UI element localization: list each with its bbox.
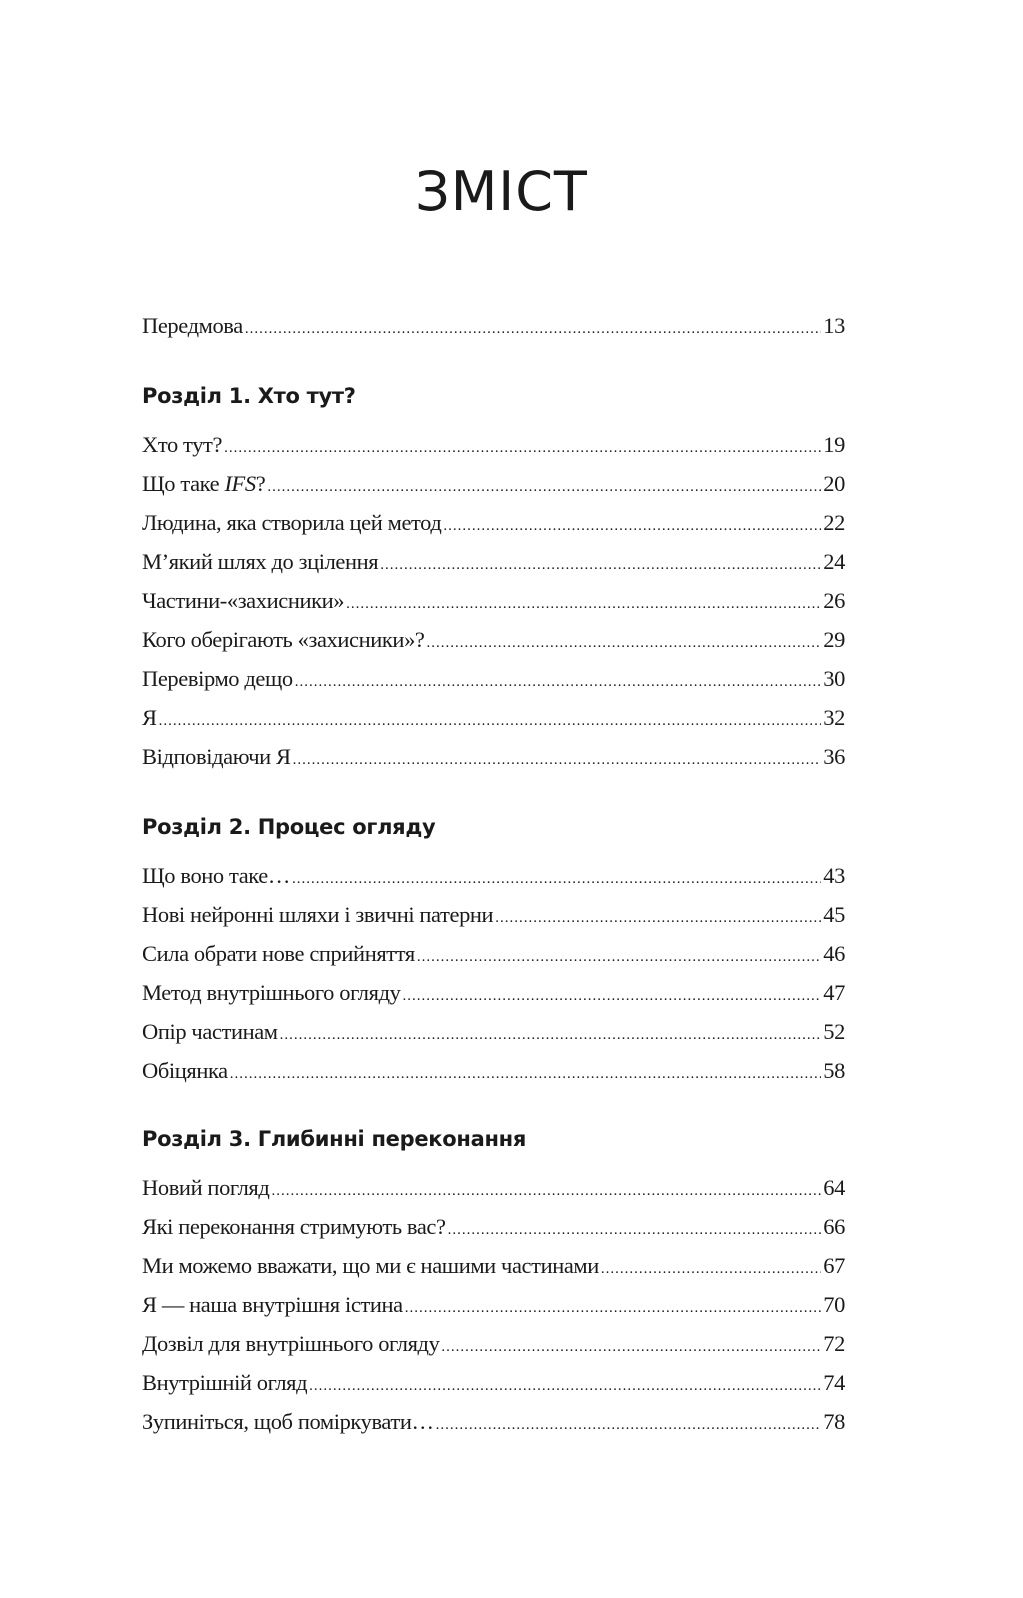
toc-entry[interactable] bbox=[142, 737, 845, 776]
entry-title bbox=[142, 1402, 434, 1441]
dot-leader bbox=[405, 1289, 822, 1328]
entry-title-suffix: ? bbox=[255, 471, 266, 496]
entry-page: 22 bbox=[823, 510, 845, 535]
entry-title-text: Внутрішній огляд bbox=[142, 1370, 308, 1395]
entry-page: 70 bbox=[823, 1292, 845, 1317]
toc-entry[interactable] bbox=[142, 973, 845, 1012]
dot-leader bbox=[436, 1406, 822, 1445]
dot-leader bbox=[346, 585, 821, 624]
toc-entry[interactable] bbox=[142, 1168, 845, 1207]
entry-page: 26 bbox=[823, 588, 845, 613]
entry-title-text: Дозвіл для внутрішнього огляду bbox=[142, 1331, 440, 1356]
entry-title-text: Нові нейронні шляхи і звичні патерни bbox=[142, 902, 494, 927]
entry-title-text: Новий погляд bbox=[142, 1175, 270, 1200]
entry-title-text: Ми можемо вважати, що ми є нашими частинами bbox=[142, 1253, 599, 1278]
entry-page: 45 bbox=[823, 902, 845, 927]
dot-leader bbox=[427, 624, 822, 663]
dot-leader bbox=[402, 977, 821, 1016]
entry-page: 78 bbox=[823, 1409, 845, 1434]
dot-leader bbox=[495, 899, 821, 938]
entry-title bbox=[142, 659, 293, 698]
dot-leader bbox=[280, 1016, 822, 1055]
toc-entry[interactable] bbox=[142, 934, 845, 973]
entry-title-text: Хто тут? bbox=[142, 432, 223, 457]
preface-block bbox=[142, 306, 845, 345]
entry-title bbox=[142, 1246, 599, 1285]
entry-title-text: М’який шлях до зцілення bbox=[142, 549, 379, 574]
entry-title bbox=[142, 425, 222, 464]
section-3 bbox=[142, 1124, 845, 1441]
entry-title bbox=[142, 1051, 228, 1090]
dot-leader bbox=[309, 1367, 821, 1406]
dot-leader bbox=[293, 741, 822, 780]
entry-title: Передмова bbox=[142, 313, 243, 338]
toc-entry[interactable] bbox=[142, 1246, 845, 1285]
entry-title-text: Які переконання стримують вас? bbox=[142, 1214, 446, 1239]
entry-title-text: Що воно таке… bbox=[142, 863, 290, 888]
entry-title-text: Сила обрати нове сприйняття bbox=[142, 941, 415, 966]
dot-leader bbox=[267, 468, 821, 507]
entry-page: 29 bbox=[823, 627, 845, 652]
entry-title bbox=[142, 698, 157, 737]
entry-title-text: Я bbox=[142, 705, 157, 730]
entry-page: 13 bbox=[823, 313, 845, 338]
section-heading[interactable]: Розділ 2. Процес огляду bbox=[142, 815, 436, 839]
toc-entry[interactable] bbox=[142, 620, 845, 659]
entry-title bbox=[142, 581, 344, 620]
entry-title bbox=[142, 1168, 269, 1207]
entry-title-text: Зупиніться, щоб поміркувати… bbox=[142, 1409, 434, 1434]
toc-entry[interactable] bbox=[142, 542, 845, 581]
entry-page: 58 bbox=[823, 1058, 845, 1083]
entry-page: 43 bbox=[823, 863, 845, 888]
entry-page: 46 bbox=[823, 941, 845, 966]
toc-entry[interactable] bbox=[142, 1402, 845, 1441]
entry-page: 19 bbox=[823, 432, 845, 457]
entry-page: 64 bbox=[823, 1175, 845, 1200]
dot-leader bbox=[417, 938, 821, 977]
entry-page: 20 bbox=[823, 471, 845, 496]
toc-entry[interactable] bbox=[142, 698, 845, 737]
entry-title-text: Перевірмо дещо bbox=[142, 666, 293, 691]
entry-page: 30 bbox=[823, 666, 845, 691]
entry-page: 36 bbox=[823, 744, 845, 769]
dot-leader bbox=[601, 1250, 821, 1289]
entry-title bbox=[142, 895, 493, 934]
toc-entry[interactable] bbox=[142, 581, 845, 620]
dot-leader bbox=[159, 702, 822, 741]
toc-entry[interactable] bbox=[142, 856, 845, 895]
entry-page: 67 bbox=[823, 1253, 845, 1278]
entry-title bbox=[142, 1363, 307, 1402]
entry-title bbox=[142, 737, 291, 776]
dot-leader bbox=[245, 310, 821, 349]
dot-leader bbox=[292, 860, 821, 899]
entry-title bbox=[142, 973, 400, 1012]
entry-title-text: Опір частинам bbox=[142, 1019, 278, 1044]
entry-title bbox=[142, 934, 415, 973]
entry-title-text: Я — наша внутрішня істина bbox=[142, 1292, 403, 1317]
toc-entry[interactable] bbox=[142, 1363, 845, 1402]
toc-entry[interactable] bbox=[142, 464, 845, 503]
section-1 bbox=[142, 381, 845, 776]
toc-entry[interactable] bbox=[142, 425, 845, 464]
entry-title-text: Обіцянка bbox=[142, 1058, 228, 1083]
toc-entry[interactable] bbox=[142, 895, 845, 934]
entry-title-text: Кого оберігають «захисники»? bbox=[142, 627, 425, 652]
entry-title-text: Що таке bbox=[142, 471, 225, 496]
entry-title-text: Відповідаючи Я bbox=[142, 744, 291, 769]
entry-page: 52 bbox=[823, 1019, 845, 1044]
entry-title-text: Метод внутрішнього огляду bbox=[142, 980, 401, 1005]
section-2 bbox=[142, 812, 845, 1090]
toc-entry[interactable] bbox=[142, 1012, 845, 1051]
dot-leader bbox=[448, 1211, 822, 1250]
entry-title bbox=[142, 1285, 403, 1324]
toc-entry[interactable] bbox=[142, 1051, 845, 1090]
toc-entry[interactable] bbox=[142, 1285, 845, 1324]
toc-entry[interactable] bbox=[142, 1207, 845, 1246]
dot-leader bbox=[295, 663, 822, 702]
entry-title-text: Частини-«захисники» bbox=[142, 588, 345, 613]
toc-entry-preface[interactable] bbox=[142, 306, 845, 345]
entry-page: 74 bbox=[823, 1370, 845, 1395]
entry-page: 72 bbox=[823, 1331, 845, 1356]
entry-title bbox=[142, 503, 441, 542]
toc-entry[interactable] bbox=[142, 503, 845, 542]
section-heading[interactable]: Розділ 1. Хто тут? bbox=[142, 384, 356, 408]
entry-title bbox=[142, 542, 378, 581]
entry-page: 32 bbox=[823, 705, 845, 730]
entry-title bbox=[142, 620, 425, 659]
page-title: ЗМІСТ bbox=[415, 160, 588, 223]
dot-leader bbox=[224, 429, 821, 468]
entry-title bbox=[142, 1324, 439, 1363]
entry-page: 24 bbox=[823, 549, 845, 574]
entry-title bbox=[142, 856, 290, 895]
section-heading[interactable]: Розділ 3. Глибинні переконання bbox=[142, 1127, 527, 1151]
entry-title bbox=[142, 1207, 446, 1246]
entry-title bbox=[142, 1012, 278, 1051]
entry-title-italic: IFS bbox=[224, 471, 256, 496]
entry-page: 47 bbox=[823, 980, 845, 1005]
dot-leader bbox=[230, 1055, 822, 1094]
dot-leader bbox=[271, 1172, 821, 1211]
dot-leader bbox=[443, 507, 821, 546]
entry-title-text: Людина, яка створила цей метод bbox=[142, 510, 442, 535]
dot-leader bbox=[441, 1328, 821, 1367]
entry-title bbox=[142, 464, 265, 503]
dot-leader bbox=[380, 546, 821, 585]
toc-entry[interactable] bbox=[142, 1324, 845, 1363]
toc-entry[interactable] bbox=[142, 659, 845, 698]
entry-page: 66 bbox=[823, 1214, 845, 1239]
